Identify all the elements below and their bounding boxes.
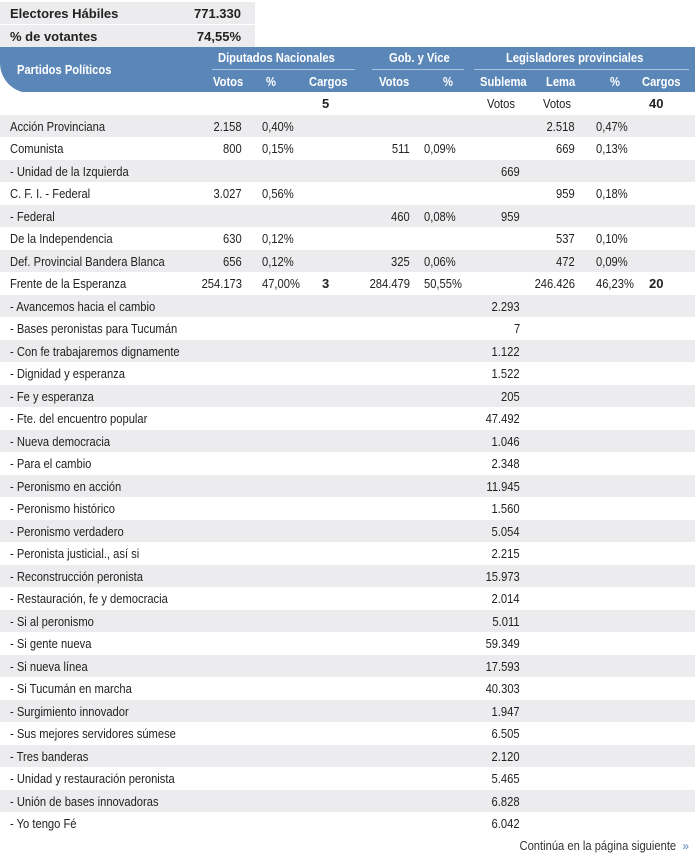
table-row xyxy=(0,115,695,138)
sublema-votos: 6.042 xyxy=(492,816,520,831)
dip-votos: 630 xyxy=(223,231,242,246)
sublema-votos: 1.560 xyxy=(492,501,520,516)
table-row xyxy=(0,250,695,273)
dip-votos: 800 xyxy=(223,141,242,156)
dip-pct: 0,56% xyxy=(262,186,294,201)
party-name: Comunista xyxy=(10,141,64,156)
header-col-pct-leg: % xyxy=(610,74,620,89)
subheader-row xyxy=(0,92,695,115)
table-header xyxy=(0,47,695,93)
dip-pct: 0,15% xyxy=(262,141,294,156)
dip-pct: 47,00% xyxy=(262,276,300,291)
header-col-votos-dip: Votos xyxy=(213,74,244,89)
sublema-votos: 7 xyxy=(513,321,520,336)
header-gob: Gob. y Vice xyxy=(389,50,450,65)
footer-continue: Continúa en la página siguiente » xyxy=(519,838,689,853)
sublema-votos: 2.293 xyxy=(492,298,520,314)
party-name: - Tres banderas xyxy=(10,748,89,764)
party-name: - Fe y esperanza xyxy=(10,388,94,404)
table-row xyxy=(0,362,695,385)
header-legisladores: Legisladores provinciales xyxy=(506,50,644,65)
table-row xyxy=(0,317,695,340)
dip-cargos: 3 xyxy=(322,276,330,291)
divider-diputados xyxy=(212,69,355,70)
party-name: - Si Tucumán en marcha xyxy=(10,681,132,696)
sublema-votos: 2.215 xyxy=(492,546,520,561)
table-row xyxy=(0,272,695,295)
votantes-value: 74,55% xyxy=(196,29,241,44)
dip-votos: 3.027 xyxy=(214,186,242,201)
party-name: - Sus mejores servidores súmese xyxy=(10,726,176,741)
party-name: - Si nueva línea xyxy=(10,658,88,674)
sublema-votos: 5.054 xyxy=(492,523,520,539)
dip-pct: 0,12% xyxy=(262,253,294,269)
dip-pct: 0,12% xyxy=(262,231,294,246)
table-row xyxy=(0,385,695,408)
header-col-cargos-dip: Cargos xyxy=(309,74,348,89)
divider-legisladores xyxy=(474,69,689,70)
header-col-pct-dip: % xyxy=(266,74,276,89)
lema-votos: 2.518 xyxy=(547,118,575,134)
sublema-votos: 2.348 xyxy=(492,456,520,471)
dip-votos: 254.173 xyxy=(201,276,242,291)
table-row xyxy=(0,137,695,160)
party-name: - Dignidad y esperanza xyxy=(10,366,125,381)
party-name: - Si gente nueva xyxy=(10,636,92,651)
leg-cargos: 20 xyxy=(649,276,664,291)
party-name: - Unidad y restauración peronista xyxy=(10,771,175,786)
sublema-votos: 5.011 xyxy=(492,613,520,629)
sublema-votos: 47.492 xyxy=(485,411,520,426)
table-row xyxy=(0,722,695,745)
sublema-votos: 959 xyxy=(501,208,520,224)
sublema-votos: 17.593 xyxy=(485,658,520,674)
lema-votos: 246.426 xyxy=(534,276,575,291)
table-row xyxy=(0,632,695,655)
sublema-votos: 11.945 xyxy=(486,478,520,494)
party-name: - Fte. del encuentro popular xyxy=(10,411,148,426)
table-row xyxy=(0,227,695,250)
party-name: C. F. I. - Federal xyxy=(10,186,91,201)
dip-pct: 0,40% xyxy=(262,118,294,134)
sublema-votos: 5.465 xyxy=(492,771,520,786)
party-name: - Yo tengo Fé xyxy=(10,816,77,831)
party-name: - Unidad de la Izquierda xyxy=(10,163,129,179)
table-row xyxy=(0,205,695,228)
table-row xyxy=(0,542,695,565)
sublema-votos: 15.973 xyxy=(485,568,520,584)
gob-votos: 460 xyxy=(391,208,410,224)
votantes-label: % de votantes xyxy=(10,29,98,44)
party-name: Def. Provincial Bandera Blanca xyxy=(10,253,165,269)
sublema-votos: 2.120 xyxy=(492,748,520,764)
header-col-pct-gob: % xyxy=(443,74,453,89)
summary-block xyxy=(0,2,255,47)
header-diputados: Diputados Nacionales xyxy=(218,50,335,65)
table-row xyxy=(0,430,695,453)
table-row xyxy=(0,790,695,813)
party-name: Frente de la Esperanza xyxy=(10,276,127,291)
table-body xyxy=(0,92,695,835)
party-name: - Peronista justicial., así si xyxy=(10,546,140,561)
table-row xyxy=(0,565,695,588)
party-name: - Avancemos hacia el cambio xyxy=(10,298,156,314)
electores-row xyxy=(0,2,255,24)
leg-pct: 46,23% xyxy=(596,276,634,291)
divider-gob xyxy=(372,69,464,70)
gob-pct: 50,55% xyxy=(424,276,462,291)
sublema-votos: 205 xyxy=(501,388,520,404)
party-name: - Peronismo en acción xyxy=(10,478,122,494)
table-row xyxy=(0,610,695,633)
sublema-votos: 6.505 xyxy=(492,726,520,741)
table-row xyxy=(0,700,695,723)
sublema-votos: 2.014 xyxy=(492,591,520,606)
party-name: - Surgimiento innovador xyxy=(10,703,129,719)
header-col-sublema: Sublema xyxy=(480,74,527,89)
sublema-votos: 669 xyxy=(501,163,520,179)
lema-votos-label: Votos xyxy=(543,96,571,111)
table-row xyxy=(0,520,695,543)
table-row xyxy=(0,340,695,363)
table-row xyxy=(0,767,695,790)
leg-pct: 0,09% xyxy=(596,253,628,269)
gob-votos: 325 xyxy=(391,253,410,269)
gob-pct: 0,06% xyxy=(424,253,456,269)
cargos-dip-total: 5 xyxy=(322,96,330,111)
party-name: - Federal xyxy=(10,208,55,224)
party-name: - Peronismo verdadero xyxy=(10,523,124,539)
party-name: - Si al peronismo xyxy=(10,613,94,629)
sublema-votos: 6.828 xyxy=(492,793,520,809)
table-row xyxy=(0,497,695,520)
header-col-votos-gob: Votos xyxy=(379,74,410,89)
cargos-leg-total: 40 xyxy=(649,96,664,111)
sublema-votos: 1.947 xyxy=(492,703,520,719)
leg-pct: 0,47% xyxy=(596,118,628,134)
party-name: De la Independencia xyxy=(10,231,113,246)
leg-pct: 0,18% xyxy=(596,186,628,201)
leg-pct: 0,13% xyxy=(596,141,628,156)
sublema-votos: 1.522 xyxy=(492,366,520,381)
electores-value: 771.330 xyxy=(194,6,241,21)
table-row xyxy=(0,295,695,318)
header-partidos: Partidos Políticos xyxy=(17,62,112,77)
table-row xyxy=(0,587,695,610)
lema-votos: 959 xyxy=(556,186,575,201)
sublema-votos: 59.349 xyxy=(485,636,520,651)
party-name: - Unión de bases innovadoras xyxy=(10,793,159,809)
party-name: - Restauración, fe y democracia xyxy=(10,591,168,606)
lema-votos: 669 xyxy=(556,141,575,156)
header-col-lema: Lema xyxy=(546,74,576,89)
lema-votos: 472 xyxy=(556,253,575,269)
dip-votos: 656 xyxy=(223,253,242,269)
table-row xyxy=(0,475,695,498)
electores-label: Electores Hábiles xyxy=(10,6,119,21)
table-row xyxy=(0,452,695,475)
gob-pct: 0,09% xyxy=(424,141,456,156)
party-name: Acción Provinciana xyxy=(10,118,106,134)
table-row xyxy=(0,182,695,205)
header-col-cargos-leg: Cargos xyxy=(642,74,681,89)
gob-votos: 284.479 xyxy=(369,276,410,291)
table-row xyxy=(0,745,695,768)
sublema-votos: 40.303 xyxy=(485,681,520,696)
votantes-row xyxy=(0,25,255,47)
double-chevron-right-icon: » xyxy=(682,839,689,853)
table-row xyxy=(0,407,695,430)
party-name: - Con fe trabajaremos dignamente xyxy=(10,343,180,359)
table-row xyxy=(0,160,695,183)
table-row xyxy=(0,677,695,700)
sublema-votos-label: Votos xyxy=(487,96,515,111)
gob-pct: 0,08% xyxy=(424,208,456,224)
leg-pct: 0,10% xyxy=(596,231,628,246)
party-name: - Para el cambio xyxy=(10,456,92,471)
lema-votos: 537 xyxy=(556,231,575,246)
table-row xyxy=(0,655,695,678)
gob-votos: 511 xyxy=(392,141,410,156)
sublema-votos: 1.046 xyxy=(492,433,520,449)
party-name: - Bases peronistas para Tucumán xyxy=(10,321,178,336)
dip-votos: 2.158 xyxy=(214,118,242,134)
party-name: - Nueva democracia xyxy=(10,433,111,449)
sublema-votos: 1.122 xyxy=(492,343,520,359)
party-name: - Reconstrucción peronista xyxy=(10,568,143,584)
table-row xyxy=(0,812,695,835)
party-name: - Peronismo histórico xyxy=(10,501,116,516)
